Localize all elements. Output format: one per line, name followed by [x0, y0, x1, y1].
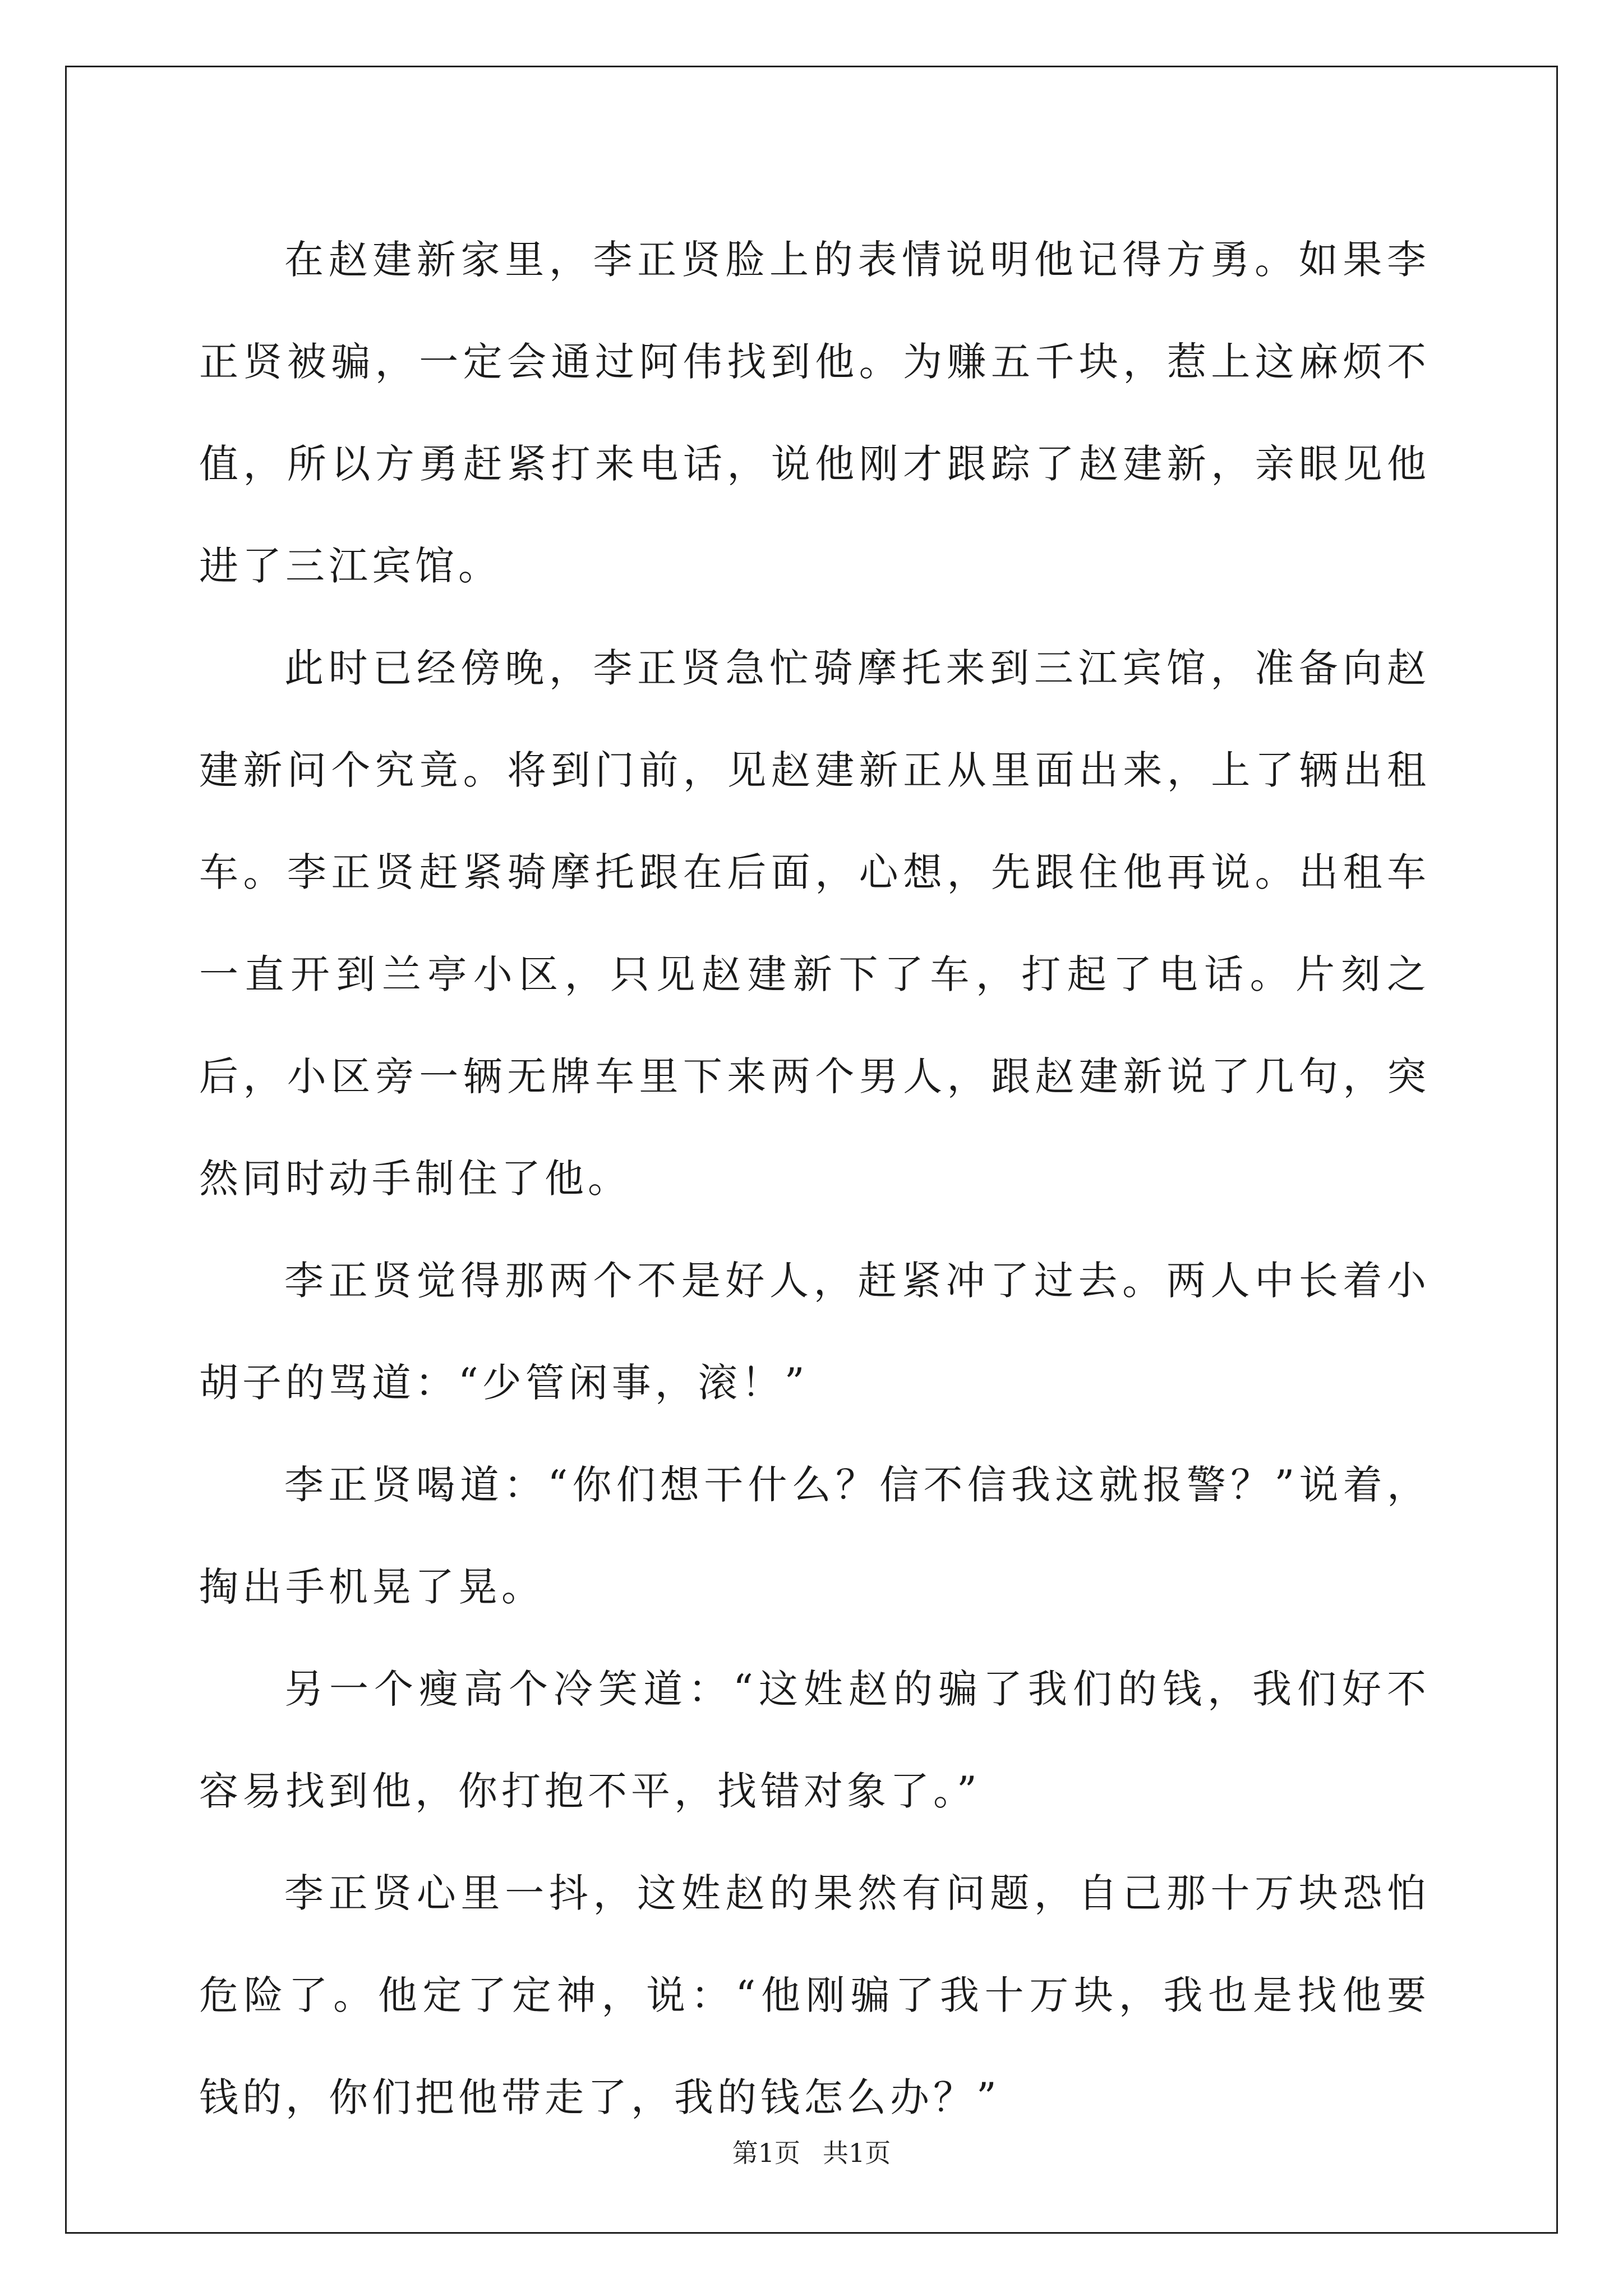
document-body — [199, 209, 1430, 2148]
page-number-current: 第1页 — [732, 2138, 800, 2168]
paragraph-5: 另一个瘦高个冷笑道：“这姓赵的骗了我们的钱，我们好不容易找到他，你打抱不平，找错对象了。” — [199, 1666, 1430, 1814]
paragraph-3: 李正贤觉得那两个不是好人，赶紧冲了过去。两人中长着小胡子的骂道：“少管闲事，滚！” — [199, 1258, 1430, 1406]
page-number-total: 共1页 — [823, 2138, 891, 2168]
paragraph-1: 在赵建新家里，李正贤脸上的表情说明他记得方勇。如果李正贤被骗，一定会通过阿伟找到他。为赚五千块，惹上这麻烦不值，所以方勇赶紧打来电话，说他刚才跟踪了赵建新，亲眼见他进了三江宾馆。 — [199, 237, 1430, 589]
paragraph-4: 李正贤喝道：“你们想干什么？信不信我这就报警？”说着，掏出手机晃了晃。 — [199, 1462, 1430, 1610]
paragraph-2: 此时已经傍晚，李正贤急忙骑摩托来到三江宾馆，准备向赵建新问个究竟。将到门前，见赵建新正从里面出来，上了辆出租车。李正贤赶紧骑摩托跟在后面，心想，先跟住他再说。出租车一直开到兰亭小区，只见赵建新下了车，打起了电话。片刻之后，小区旁一辆无牌车里下来两个男人，跟赵建新说了几句，突然同时动手制住了他。 — [199, 645, 1430, 1202]
page-footer — [0, 2136, 1623, 2170]
paragraph-6: 李正贤心里一抖，这姓赵的果然有问题，自己那十万块恐怕危险了。他定了定神，说：“他刚骗了我十万块，我也是找他要钱的，你们把他带走了，我的钱怎么办？” — [199, 1870, 1430, 2120]
